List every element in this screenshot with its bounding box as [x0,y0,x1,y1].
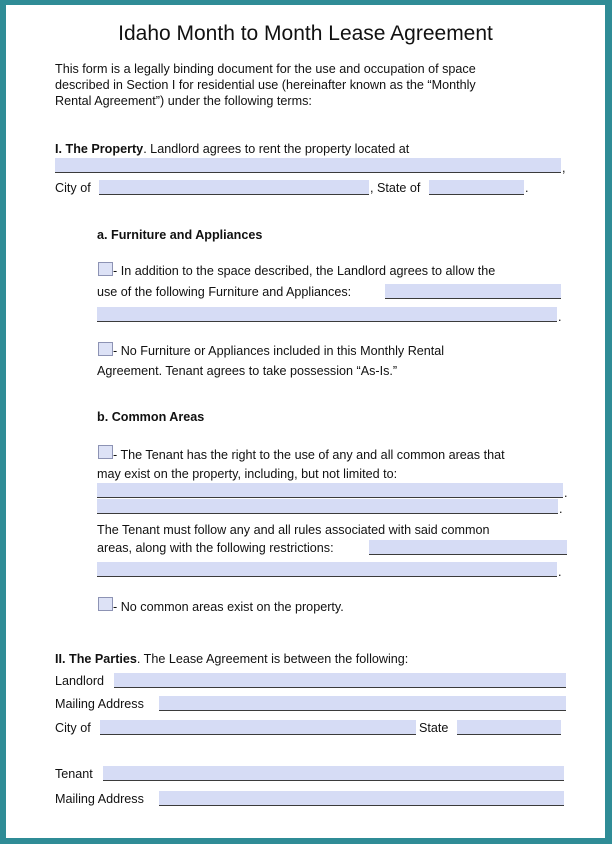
intro-line-2: described in Section I for residential use (hereinafter known as the “Monthly [55,78,476,92]
property-section [55,141,409,158]
common-areas-checkbox[interactable] [98,445,113,459]
parties-text: . The Lease Agreement is between the following: [136,652,409,666]
property-address-field[interactable] [55,158,561,173]
no-furniture-checkbox[interactable] [98,342,113,356]
furniture-option1-line2: use of the following Furniture and Appliances: [97,285,352,299]
tenant-mailing-label: Mailing Address [55,792,144,806]
landlord-city-label: City of [55,721,91,735]
common-option1-line2: may exist on the property, including, but not limited to: [97,467,398,481]
furniture-included-checkbox[interactable] [98,262,113,276]
common-areas-heading: b. Common Areas [97,410,205,424]
rules-line-1: The Tenant must follow any and all rules associated with said common [97,523,490,537]
landlord-name-field[interactable] [114,673,566,688]
property-city-field[interactable] [99,180,369,195]
state-period: . [525,181,529,195]
common-option2: - No common areas exist on the property. [113,600,344,614]
landlord-state-label: State [419,721,449,735]
restrictions-field-2[interactable] [97,562,557,577]
common-period-2: . [559,502,563,516]
common-period-1: . [564,486,568,500]
landlord-mailing-field[interactable] [159,696,566,711]
furniture-list-field-1[interactable] [385,284,561,299]
property-state-field[interactable] [429,180,524,195]
state-label: , State of [370,181,421,195]
furniture-heading: a. Furniture and Appliances [97,228,263,242]
tenant-name-field[interactable] [103,766,564,781]
restrictions-field-1[interactable] [369,540,567,555]
furniture-option1-line1: - In addition to the space described, the Landlord agrees to allow the [113,264,496,278]
furniture-period: . [558,310,562,324]
landlord-label: Landlord [55,674,105,688]
furniture-option2-line2: Agreement. Tenant agrees to take possession “As-Is.” [97,364,398,378]
tenant-mailing-field[interactable] [159,791,564,806]
intro-line-3: Rental Agreement”) under the following terms: [55,94,312,108]
landlord-state-field[interactable] [457,720,561,735]
furniture-list-field-2[interactable] [97,307,557,322]
landlord-mailing-label: Mailing Address [55,697,144,711]
intro-line-1: This form is a legally binding document for the use and occupation of space [55,62,476,76]
no-common-areas-checkbox[interactable] [98,597,113,611]
common-areas-field-2[interactable] [97,499,558,514]
landlord-city-field[interactable] [100,720,416,735]
rules-line-2: areas, along with the following restrictions: [97,541,334,555]
tenant-label: Tenant [55,767,93,781]
common-areas-field-1[interactable] [97,483,563,498]
property-heading: I. The Property [55,142,144,156]
lease-document [6,5,605,838]
restrictions-period: . [558,565,562,579]
parties-section [55,651,408,668]
property-text: . Landlord agrees to rent the property located at [143,142,410,156]
address-comma: , [562,161,566,175]
common-option1-line1: - The Tenant has the right to the use of any and all common areas that [113,448,505,462]
parties-heading: II. The Parties [55,652,137,666]
document-title: Idaho Month to Month Lease Agreement [118,22,493,45]
furniture-option2-line1: - No Furniture or Appliances included in this Monthly Rental [113,344,445,358]
city-label: City of [55,181,91,195]
